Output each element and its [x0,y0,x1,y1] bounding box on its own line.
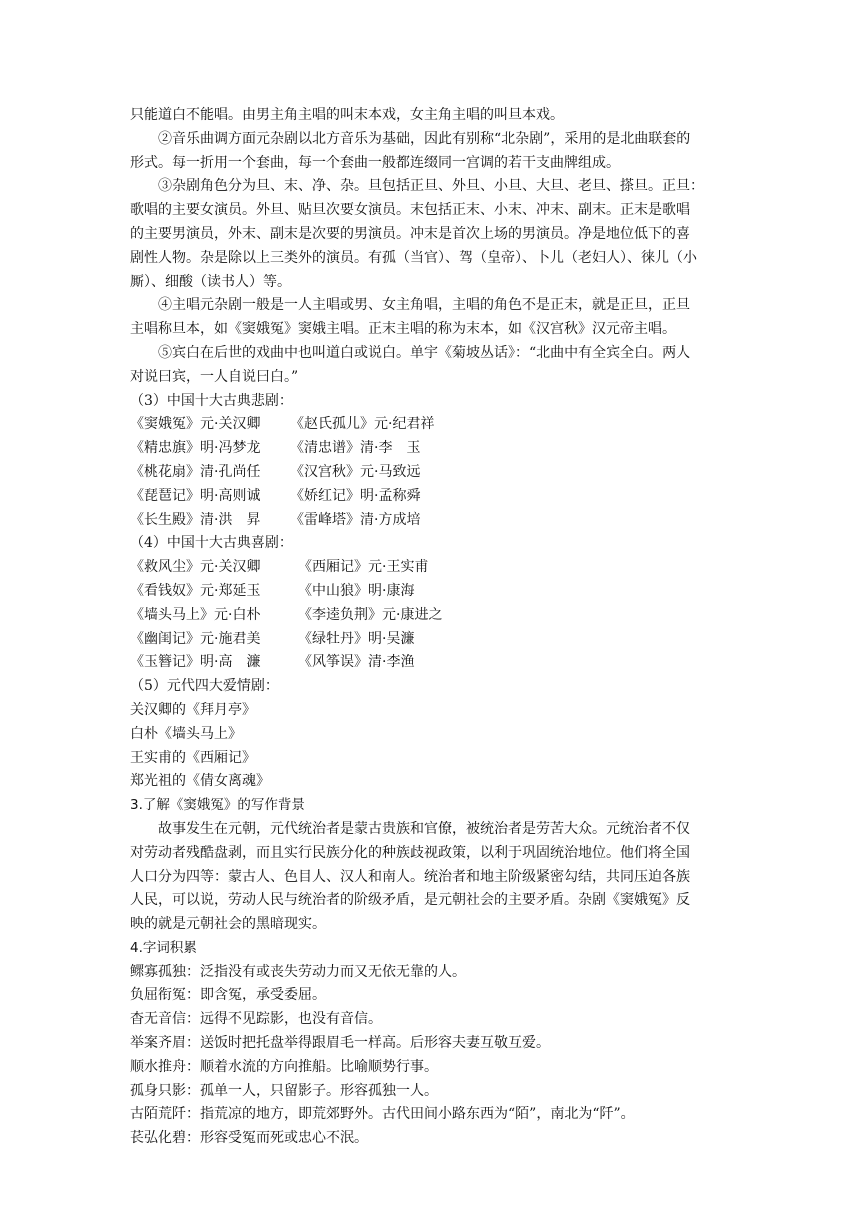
paragraph-line: 的主要男演员，外末、副末是次要的男演员。冲末是首次上场的男演员。净是地位低下的喜 [130,225,690,242]
play-title: 《雷峰塔》清·方成培 [290,511,421,528]
play-title: 《幽闺记》元·施君美 [130,630,261,647]
play-title: 《墙头马上》元·白朴 [130,606,261,623]
comedy-row [130,556,734,580]
document-page [130,104,734,1151]
paragraph-line: 厮）、细酸（读书人）等。 [130,273,291,290]
vocab-entry: 鳏寡孤独：泛指没有或丧失劳动力而又无依无靠的人。 [130,963,466,980]
section-heading-background: 3.了解《窦娥冤》的写作背景 [130,797,305,814]
paragraph-line: 只能道白不能唱。由男主角主唱的叫末本戏，女主角主唱的叫旦本戏。 [130,107,564,123]
play-title: 《风筝误》清·李渔 [298,654,415,671]
section-heading-vocabulary: 4.字词积累 [130,939,197,956]
tragedy-row [130,437,734,461]
list-item: 白朴《墙头马上》 [130,725,242,742]
play-title: 《西厢记》元·王实甫 [298,559,429,576]
play-title: 《玉簪记》明·高 濂 [130,654,261,671]
comedy-row [130,651,734,675]
vocab-entry: 负屈衔冤：即含冤，承受委屈。 [130,987,326,1004]
play-title: 《琵琶记》明·高则诚 [130,487,261,504]
paragraph-line: 对劳动者残酷盘剥，而且实行民族分化的种族歧视政策，以利于巩固统治地位。他们将全国 [130,844,690,861]
tragedy-row [130,461,734,485]
play-title: 《长生殿》清·洪 昇 [130,511,261,528]
paragraph-line: 剧性人物。杂是除以上三类外的演员。有孤（当官）、驾（皇帝）、卜儿（老妇人）、徕儿（小 [130,249,697,266]
vocab-entry: 举案齐眉：送饭时把托盘举得跟眉毛一样高。后形容夫妻互敬互爱。 [130,1035,550,1052]
vocab-entry: 孤身只影：孤单一人，只留影子。形容孤独一人。 [130,1082,438,1099]
play-title: 《李逵负荆》元·康进之 [298,606,443,623]
play-title: 《汉宫秋》元·马致远 [290,463,421,480]
paragraph-line: 故事发生在元朝，元代统治者是蒙古贵族和官僚，被统治者是劳苦大众。元统治者不仅 [158,820,690,837]
comedy-row [130,628,734,652]
list-item: 王实甫的《西厢记》 [130,749,256,766]
vocab-entry: 杳无音信：远得不见踪影，也没有音信。 [130,1011,382,1028]
play-title: 《娇红记》明·孟称舜 [290,487,421,504]
vocab-entry: 苌弘化碧：形容受冤而死或忠心不泯。 [130,1130,368,1147]
section-heading-tragedies: （3）中国十大古典悲剧： [130,392,293,409]
paragraph-line: 人民，可以说，劳动人民与统治者的阶级矛盾，是元朝社会的主要矛盾。杂剧《窦娥冤》反 [130,892,690,909]
tragedy-row [130,509,734,533]
paragraph-line: 人口分为四等：蒙古人、色目人、汉人和南人。统治者和地主阶级紧密勾结，共同压迫各族 [130,868,690,885]
play-title: 《桃花扇》清·孔尚任 [130,463,261,480]
paragraph-line: 主唱称旦本，如《窦娥冤》窦娥主唱。正末主唱的称为末本，如《汉宫秋》汉元帝主唱。 [130,321,676,338]
play-title: 《窦娥冤》元·关汉卿 [130,416,261,433]
play-title: 《中山狼》明·康海 [298,582,415,599]
list-item: 关汉卿的《拜月亭》 [130,701,256,718]
section-heading-love-dramas: （5）元代四大爱情剧： [130,678,279,695]
paragraph-line: ⑤宾白在后世的戏曲中也叫道白或说白。单宇《菊坡丛话》：“北曲中有全宾全白。两人 [158,344,691,361]
section-heading-comedies: （4）中国十大古典喜剧： [130,535,293,552]
play-title: 《精忠旗》明·冯梦龙 [130,440,261,457]
list-item: 郑光祖的《倩女离魂》 [130,773,270,790]
paragraph-line: ④主唱元杂剧一般是一人主唱或男、女主角唱，主唱的角色不是正末，就是正旦，正旦 [158,297,690,314]
comedy-row [130,604,734,628]
play-title: 《清忠谱》清·李 玉 [290,440,421,457]
paragraph-line: 对说曰宾，一人自说曰白。” [130,368,299,385]
tragedy-row [130,485,734,509]
tragedy-row [130,413,734,437]
paragraph-line: 歌唱的主要女演员。外旦、贴旦次要女演员。末包括正末、小末、冲末、副末。正末是歌唱 [130,202,690,219]
play-title: 《赵氏孤儿》元·纪君祥 [290,416,435,433]
vocab-entry: 顺水推舟：顺着水流的方向推船。比喻顺势行事。 [130,1058,438,1075]
play-title: 《救风尘》元·关汉卿 [130,559,261,576]
paragraph-line: ②音乐曲调方面元杂剧以北方音乐为基础，因此有别称“北杂剧”，采用的是北曲联套的 [158,130,691,147]
comedy-row [130,580,734,604]
play-title: 《绿牡丹》明·吴濂 [298,630,415,647]
paragraph-line: 形式。每一折用一个套曲，每一个套曲一般都连缀同一宫调的若干支曲牌组成。 [130,154,620,171]
paragraph-line: ③杂剧角色分为旦、末、净、杂。旦包括正旦、外旦、小旦、大旦、老旦、搽旦。正旦： [158,178,704,195]
paragraph-line: 映的就是元朝社会的黑暗现实。 [130,916,326,933]
vocab-entry: 古陌荒阡：指荒凉的地方，即荒郊野外。古代田间小路东西为“陌”，南北为“阡”。 [130,1106,635,1123]
play-title: 《看钱奴》元·郑延玉 [130,582,261,599]
